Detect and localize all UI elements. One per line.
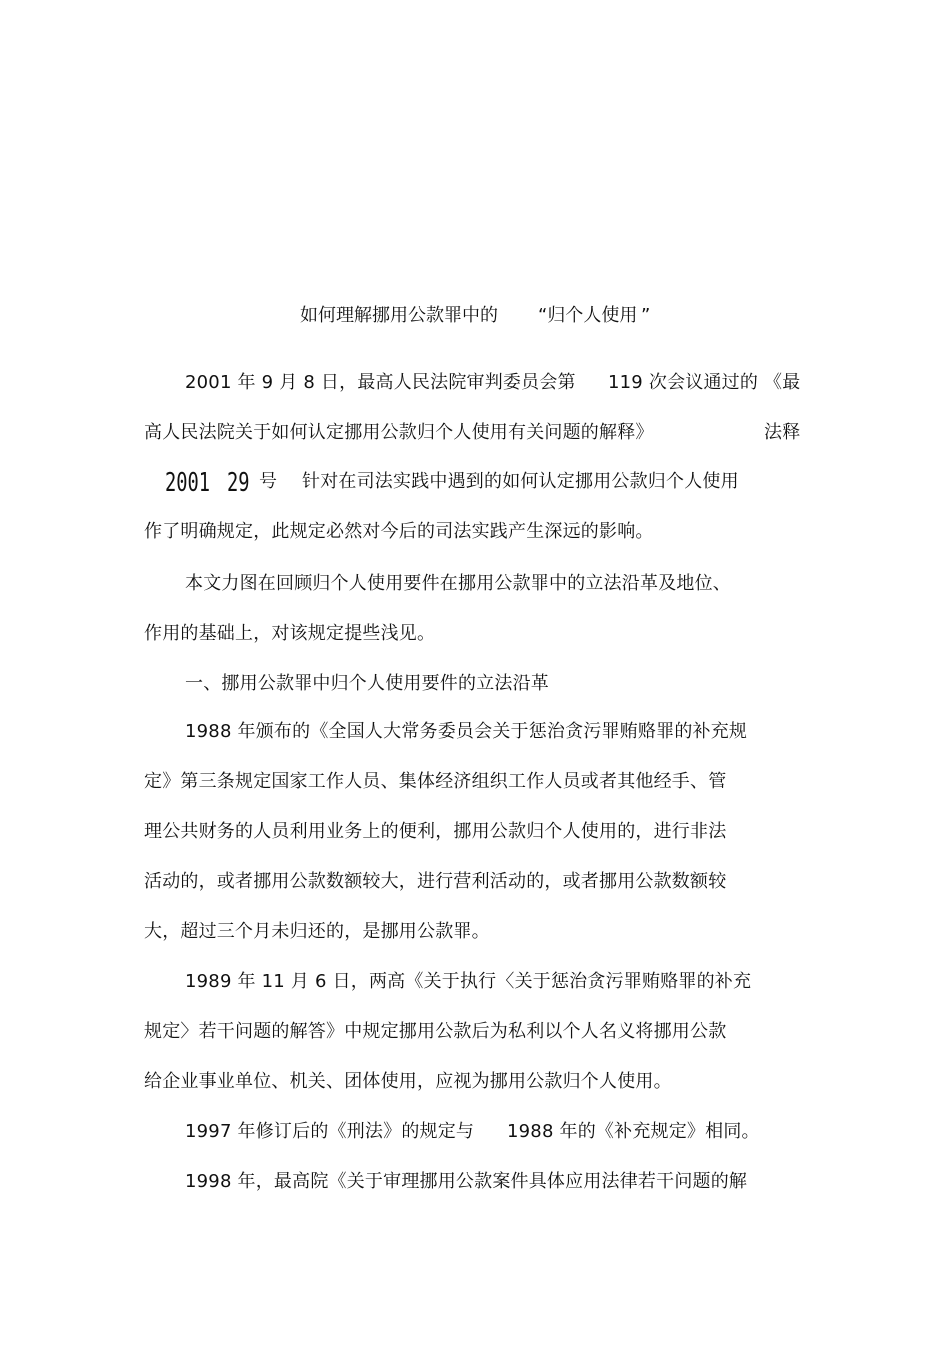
paragraph-line-14: 给企业事业单位、机关、团体使用，应视为挪用公款归个人使用。: [144, 1071, 672, 1092]
paragraph-line-7: 1988 年颁布的《全国人大常务委员会关于惩治贪污罪贿赂罪的补充规: [185, 721, 748, 742]
document-serial-number: 29: [227, 468, 250, 498]
paragraph-line-11: 大，超过三个月未归还的，是挪用公款罪。: [144, 921, 490, 942]
document-title-end-quote: ”: [641, 305, 651, 326]
paragraph-line-1a: 2001 年 9 月 8 日，最高人民法院审判委员会第: [185, 372, 576, 393]
document-hao: 号: [259, 471, 278, 492]
document-title-quote: “归个人使用: [538, 305, 638, 326]
paragraph-line-6: 作用的基础上，对该规定提些浅见。: [144, 623, 436, 644]
paragraph-line-2-fashi: 法释: [764, 422, 801, 443]
paragraph-line-3: 针对在司法实践中遇到的如何认定挪用公款归个人使用: [302, 471, 739, 492]
document-year-number: 2001: [165, 468, 211, 498]
paragraph-line-16: 1998 年，最高院《关于审理挪用公款案件具体应用法律若干问题的解: [185, 1171, 748, 1192]
section-heading-1: 一、挪用公款罪中归个人使用要件的立法沿革: [185, 673, 549, 694]
paragraph-line-4: 作了明确规定，此规定必然对今后的司法实践产生深远的影响。: [144, 521, 654, 542]
paragraph-line-5: 本文力图在回顾归个人使用要件在挪用公款罪中的立法沿革及地位、: [185, 573, 731, 594]
paragraph-line-12: 1989 年 11 月 6 日，两高《关于执行〈关于惩治贪污罪贿赂罪的补充: [185, 971, 752, 992]
paragraph-line-15a: 1997 年修订后的《刑法》的规定与: [185, 1121, 475, 1142]
document-title: 如何理解挪用公款罪中的: [300, 305, 498, 326]
paragraph-line-13: 规定〉若干问题的解答》中规定挪用公款后为私利以个人名义将挪用公款: [144, 1021, 727, 1042]
paragraph-line-8: 定》第三条规定国家工作人员、集体经济组织工作人员或者其他经手、管: [144, 771, 727, 792]
paragraph-line-1b: 119 次会议通过的 《最: [608, 372, 801, 393]
paragraph-line-2: 高人民法院关于如何认定挪用公款归个人使用有关问题的解释》: [144, 422, 654, 443]
paragraph-line-15b: 1988 年的《补充规定》相同。: [507, 1121, 760, 1142]
paragraph-line-10: 活动的，或者挪用公款数额较大，进行营利活动的，或者挪用公款数额较: [144, 871, 727, 892]
paragraph-line-9: 理公共财务的人员利用业务上的便利，挪用公款归个人使用的，进行非法: [144, 821, 727, 842]
